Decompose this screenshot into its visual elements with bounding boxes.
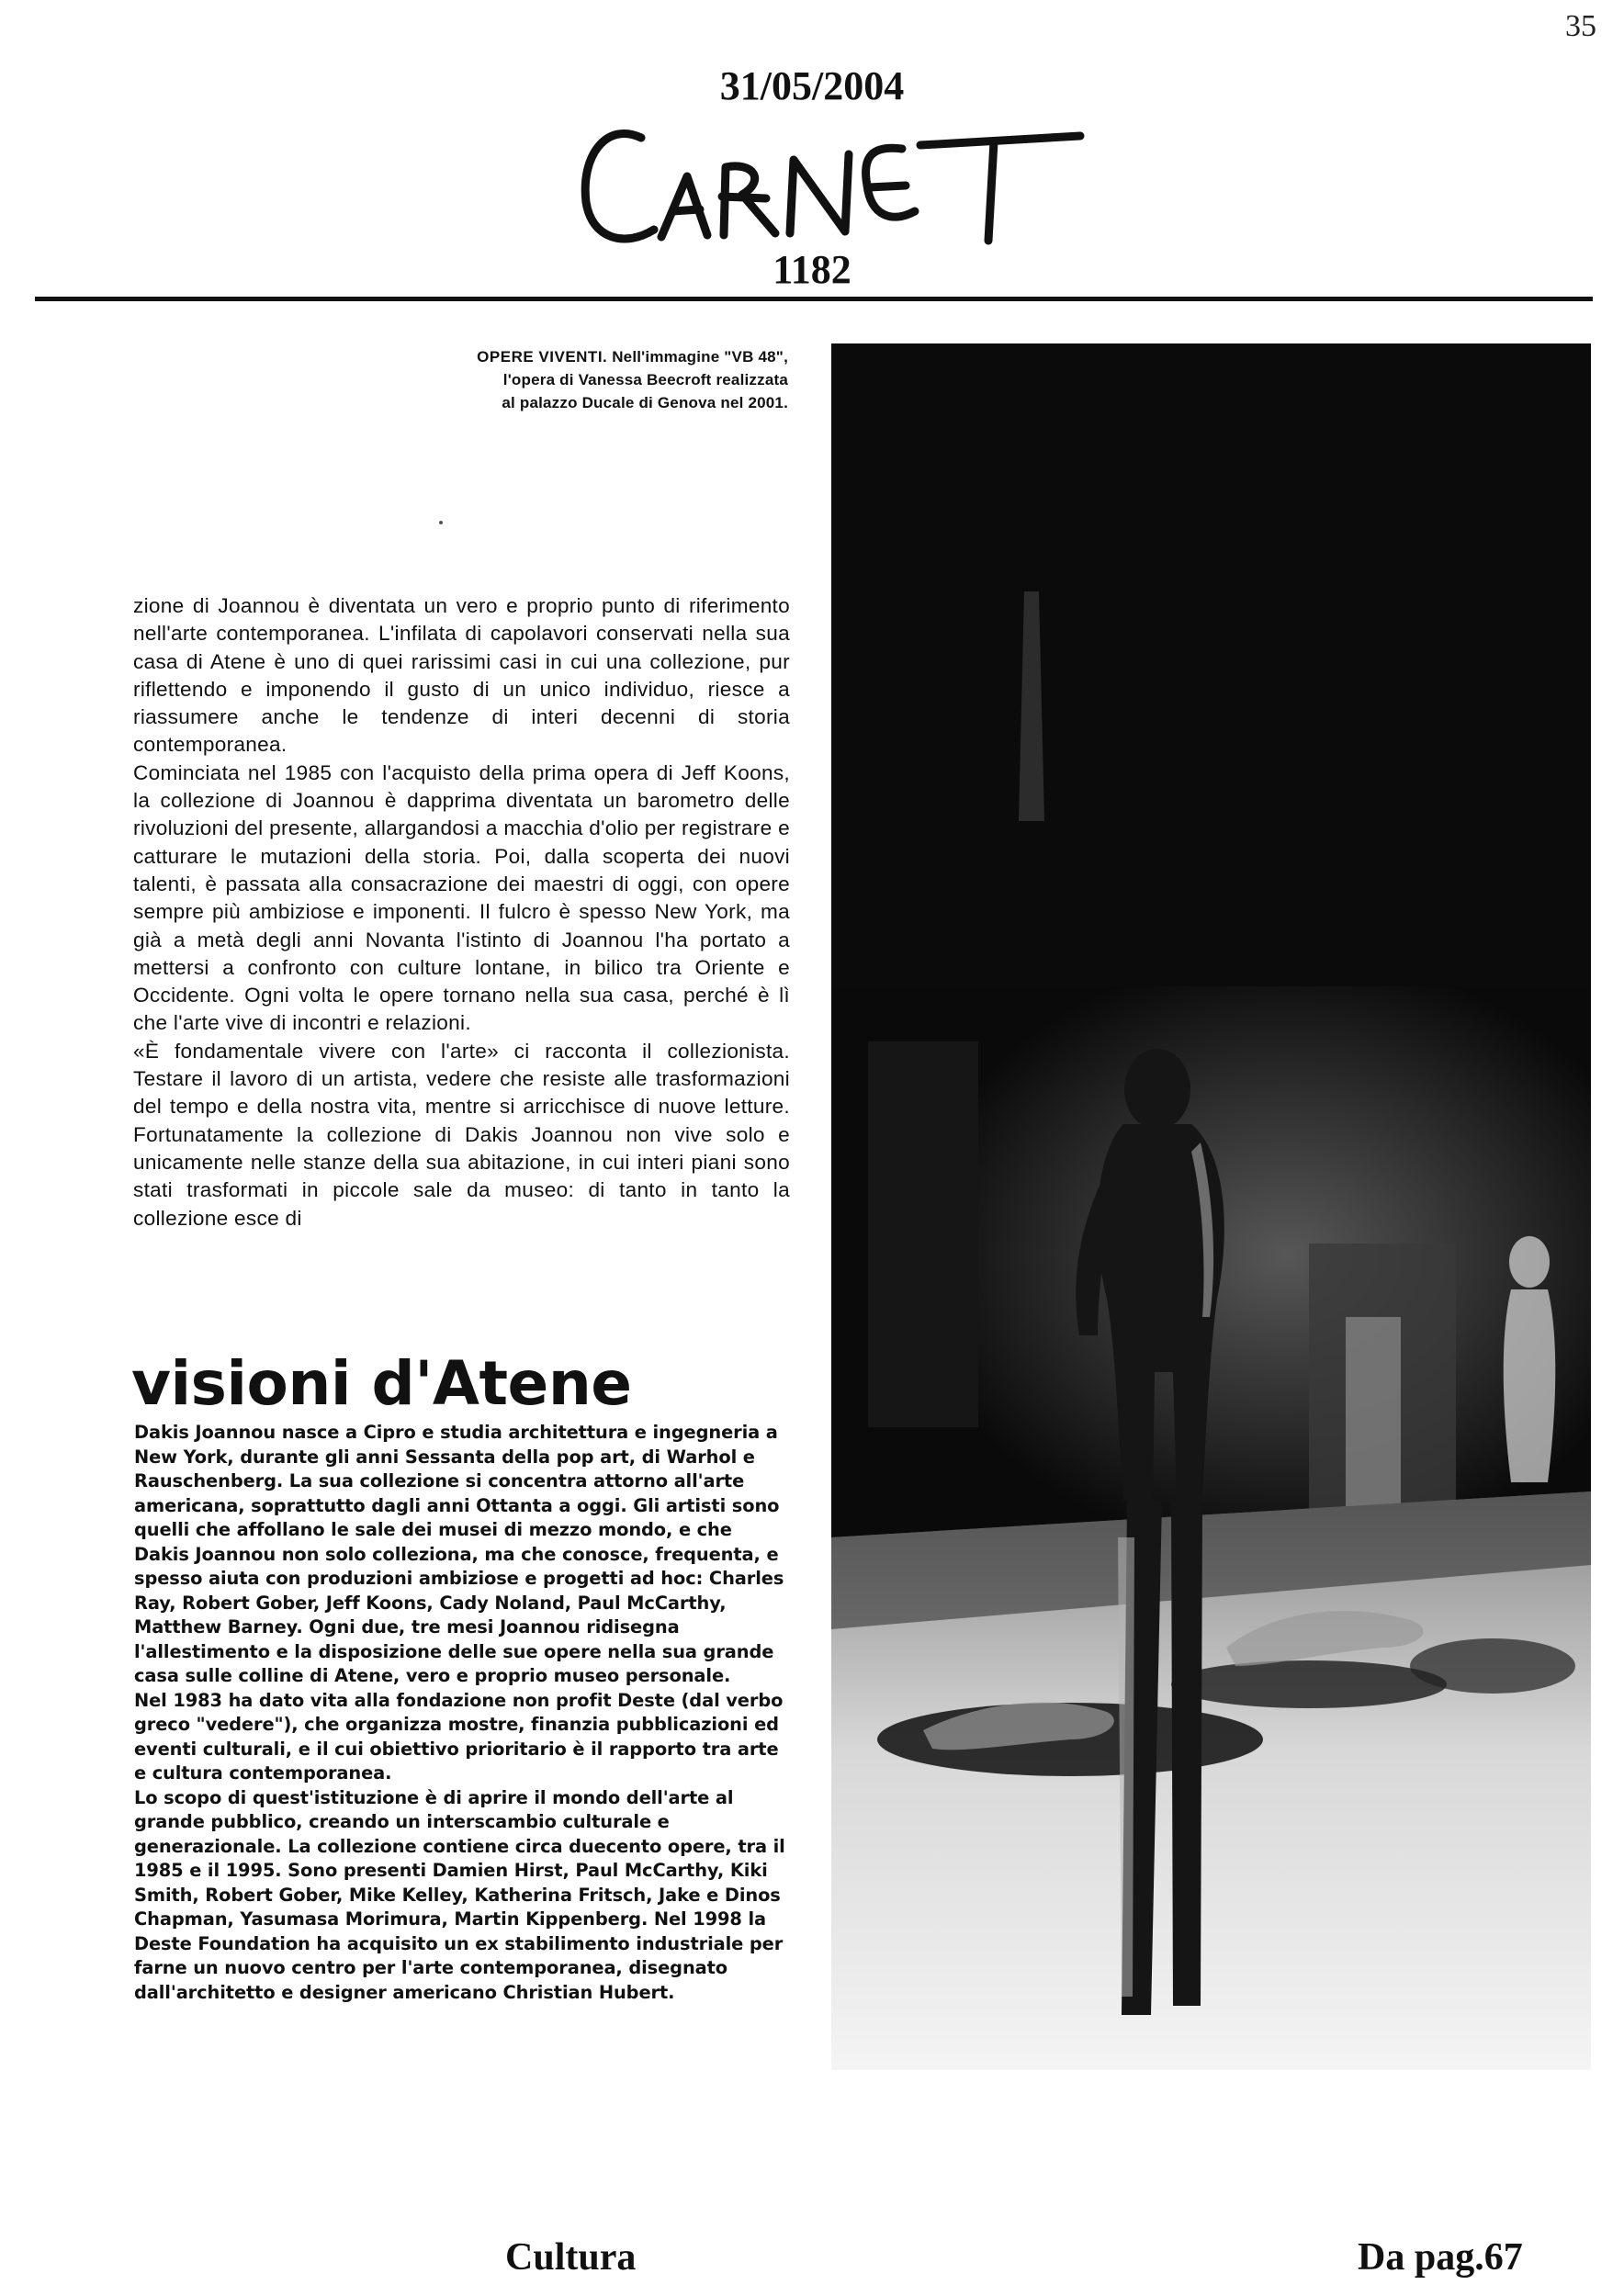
article-paragraph: Cominciata nel 1985 con l'acquisto della prima opera di Jeff Koons, la collezione di Joannou è dapprima diventata un barometro delle rivoluzioni del presente, allargandosi a macchia d'olio per registrare e catturare le mutazioni della storia. Poi, dalla scoperta dei nuovi talenti, è passata alla consacrazione dei maestri di oggi, con opere sempre più ambiziose e imponenti. Il fulcro è spesso New York, ma già a metà degli anni Novanta l'istinto di Joannou l'ha portato a mettersi a confronto con culture lontane, in bilico tra Oriente e Occidente. Ogni volta le opere tornano nella sua casa, perché è lì che l'arte vive di incontri e relazioni. (133, 760, 790, 1035)
caption-line: al palazzo Ducale di Genova nel 2001. (502, 394, 788, 411)
sidebar-paragraph: Lo scopo di quest'istituzione è di aprire il mondo dell'arte al grande pubblico, creando un interscambio culturale e generazionale. La collezione contiene circa duecento opere, tra il 1985 e il 1995. Sono presenti Damien Hirst, Paul McCarthy, Kiki Smith, Robert Gober, Mike Kelley, Katherina Fritsch, Jake e Dinos Chapman, Yasumasa Morimura, Martin Kippenberg. Nel 1998 la Deste Foundation ha acquisito un ex stabilimento industriale per farne un nuovo centro per l'arte contemporanea, disegnato dall'architetto e designer americano Christian Hubert. (134, 1786, 785, 2003)
sidebar-body (134, 1421, 786, 2005)
caption-line: Nell'immagine "VB 48", (612, 348, 788, 366)
artwork-photo (831, 343, 1591, 2070)
print-speck (439, 521, 443, 524)
issue-number: 1182 (773, 247, 851, 292)
footer-section: Cultura (505, 2236, 637, 2279)
sidebar-paragraph: Dakis Joannou nasce a Cipro e studia architettura e ingegneria a New York, durante gli anni Sessanta della pop art, di Warhol e Rauschenberg. La sua collezione si concentra attorno all'arte americana, soprattutto dagli anni Ottanta a oggi. Gli artisti sono quelli che affollano le sale dei musei di mezzo mondo, e che Dakis Joannou non solo colleziona, ma che conosce, frequenta, e spesso aiuta con produzioni ambiziose e progetti ad hoc: Charles Ray, Robert Gober, Jeff Koons, Cady Noland, Paul McCarthy, Matthew Barney. Ogni due, tre mesi Joannou ridisegna l'allestimento e la disposizione delle sue opere nella sua grande casa sulle colline di Atene, vero e proprio museo personale. (134, 1422, 784, 1686)
footer-source-page: Da pag.67 (1358, 2236, 1523, 2279)
sidebar-paragraph: Nel 1983 ha dato vita alla fondazione non profit Deste (dal verbo greco "vedere"), che organizza mostre, finanzia pubblicazioni ed eventi culturali, e il cui obiettivo prioritario è il rapporto tra arte e cultura contemporanea. (134, 1689, 784, 1784)
caption-line: l'opera di Vanessa Beecroft realizzata (502, 371, 788, 388)
header-rule (35, 297, 1593, 301)
sidebar-title: visioni d'Atene (131, 1348, 632, 1419)
photo-caption (386, 345, 788, 414)
article-body (133, 592, 790, 1232)
article-paragraph: zione di Joannou è diventata un vero e proprio punto di riferimento nell'arte contemporanea. L'infilata di capolavori conservati nella sua casa di Atene è uno di quei rarissimi casi in cui una collezione, pur riflettendo e imponendo il gusto di un unico individuo, riesce a riassumere anche le tendenze di interi decenni di storia contemporanea. (133, 594, 790, 757)
carnet-logo (570, 101, 1093, 262)
caption-kicker: OPERE VIVENTI. (477, 348, 608, 366)
article-paragraph: «È fondamentale vivere con l'arte» ci racconta il collezionista. Testare il lavoro di un artista, vedere che resiste alle trasformazioni del tempo e della nostra vita, mentre si arricchisce di nuove letture. Fortunatamente la collezione di Dakis Joannou non vive solo e unicamente nelle stanze della sua abitazione, in cui interi piani sono stati trasformati in piccole sale da museo: di tanto in tanto la collezione esce di (133, 1039, 790, 1230)
publication-date: 31/05/2004 (719, 63, 905, 108)
page-number: 35 (1565, 9, 1596, 43)
